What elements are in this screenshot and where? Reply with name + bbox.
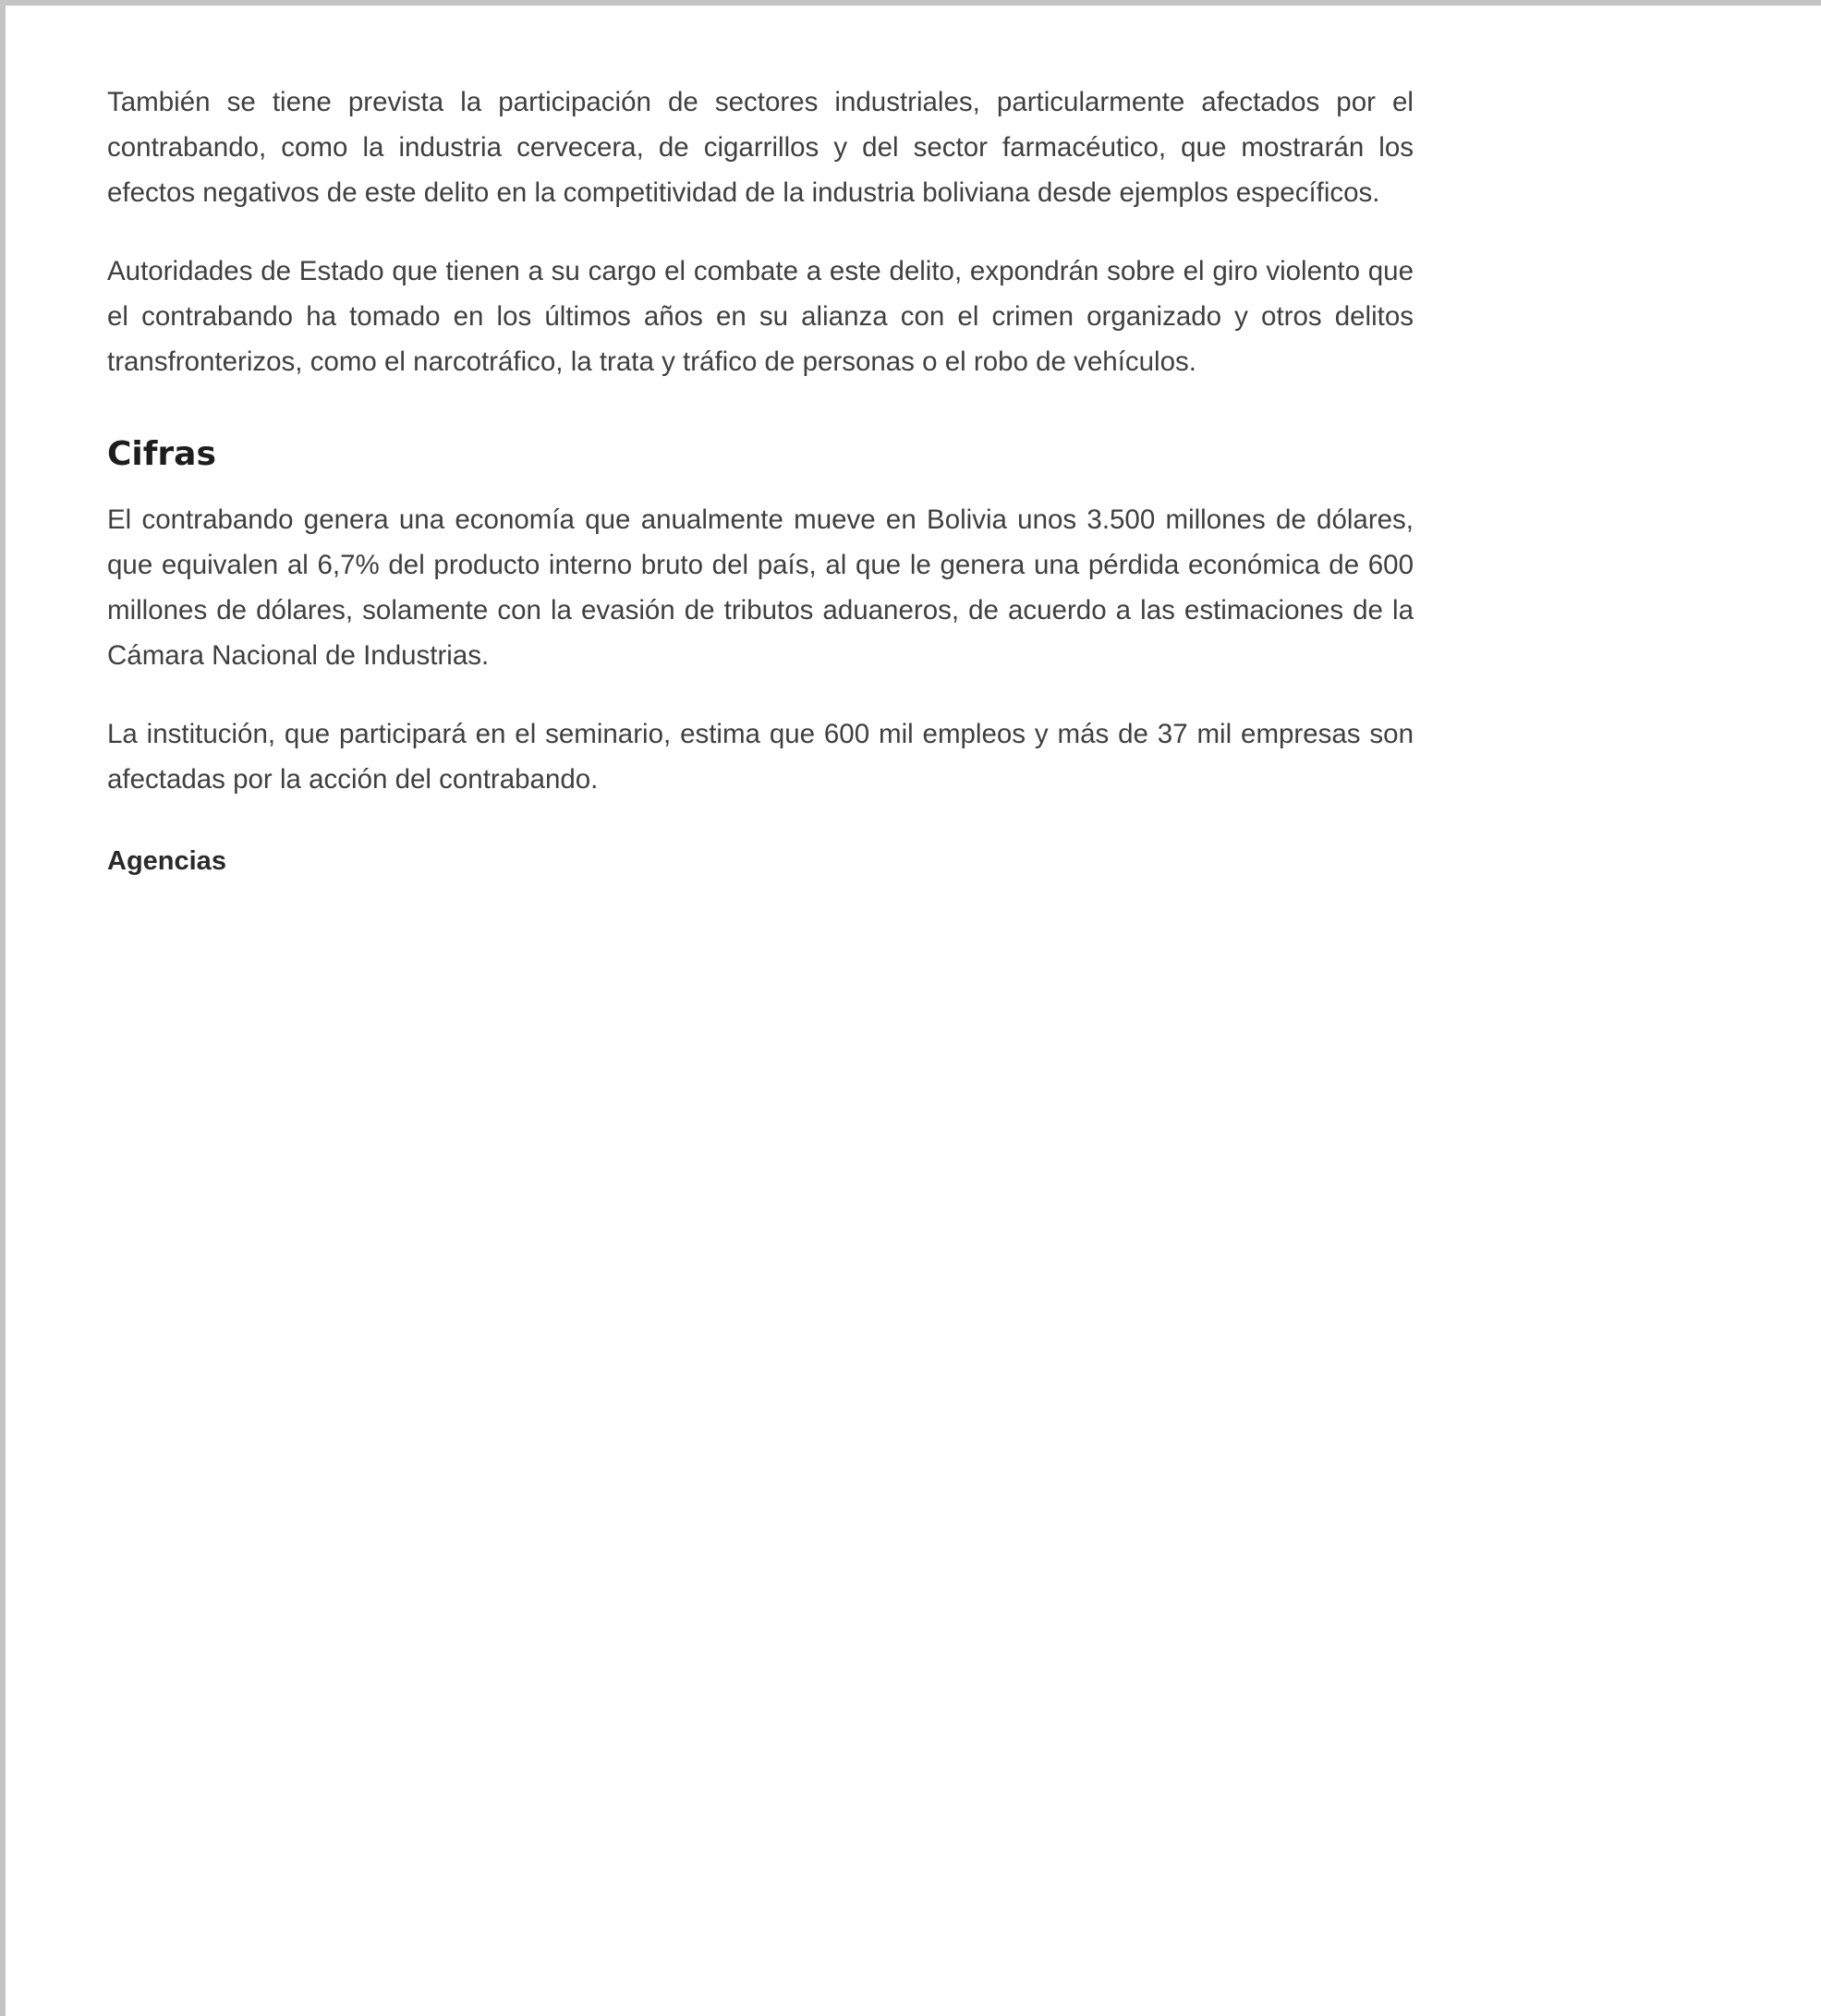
section-heading-cifras: Cifras — [107, 435, 216, 473]
paragraph-economy-figures: El contrabando genera una economía que anualmente mueve en Bolivia unos 3.500 millones de dólares, que equivalen al 6,7% del producto interno bruto del país, al que le genera una pérdida económica de 600 millones de dólares, solamente con la evasión de tributos aduaneros, de acuerdo a las estimaciones de la Cámara Nacional de Industrias. — [107, 504, 1414, 671]
paragraph-industrial-sectors: También se tiene prevista la participación de sectores industriales, particularmente afectados por el contrabando, como la industria cervecera, de cigarrillos y del sector farmacéutico, que mostrarán los efectos negativos de este delito en la competitividad de la industria boliviana desde ejemplos específicos. — [107, 87, 1414, 208]
article-body — [107, 79, 1414, 880]
paragraph-jobs-companies: La institución, que participará en el seminario, estima que 600 mil empleos y más de 37 mil empresas son afectadas por la acción del contrabando. — [107, 719, 1414, 795]
article-byline: Agencias — [107, 846, 226, 876]
paragraph-state-authorities: Autoridades de Estado que tienen a su cargo el combate a este delito, expondrán sobre el giro violento que el contrabando ha tomado en los últimos años en su alianza con el crimen organizado y otros delitos transfronterizos, como el narcotráfico, la trata y tráfico de personas o el robo de vehículos. — [107, 256, 1414, 377]
